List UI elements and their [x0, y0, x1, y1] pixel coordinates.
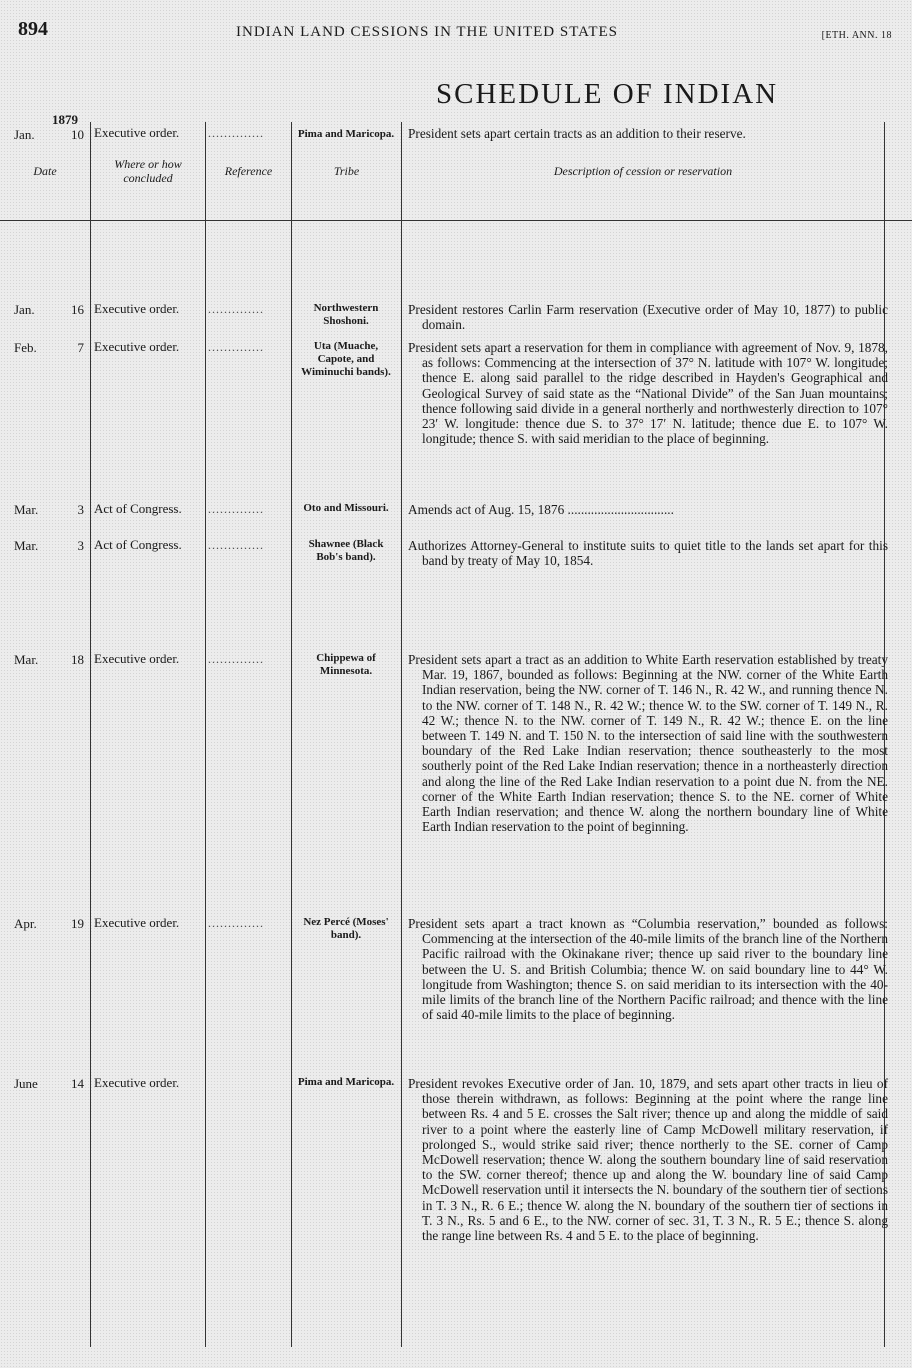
- entry-where: Executive order.: [94, 651, 180, 666]
- entry-description: President restores Carlin Farm reservation (Executive order of May 10, 1877) to public domain.: [408, 302, 888, 333]
- entry-tribe: Pima and Maricopa.: [297, 128, 395, 140]
- entry-month: Mar.: [14, 502, 39, 517]
- entry-description: President sets apart a tract known as “Columbia reservation,” bounded as follows: Commencing at the intersection of the 40-mile limits of the branch line of the Northern Pacific railroad with the Okinakane river; thence up said river to the boundary line between the U. S. and British Columbia; thence W. on said boundary line to 44° W. longitude from Washington; thence S. on said meridian to its intersection with the 40-mile limits of the branch line of the Northern Pacific railroad; and thence with the line of said 40-mile limits to the place of beginning.: [408, 916, 888, 1023]
- entry-tribe: Northwestern Shoshoni.: [313, 302, 379, 327]
- entry-day: 18: [71, 652, 84, 667]
- entry-description: President revokes Executive order of Jan. 10, 1879, and sets apart other tracts in lieu of those therein withdrawn, as follows: Beginning at the point where the range line between Rs. 4 and 5 E. crosses the Salt river; thence up and along the middle of said river to a point where the easterly line of Camp McDowell military reservation, if prolonged S., would strike said river; thence northerly to the SE. corner of Camp McDowell reservation; thence W. along the southern boundary line of said reservation to the SW. corner thereof; thence up and along the W. boundary line of said Camp McDowell reservation until it intersects the N. boundary of the southern tier of sections in T. 3 N., R. 6 E.; thence W. along the N. boundary of the southern tier of sections in T. 3 N., Rs. 5 and 6 E., to the NW. corner of sec. 31, T. 3 N., R. 5 E.; thence S. along the range line between Rs. 4 and 5 E. to the place of beginning.: [408, 1076, 888, 1244]
- entry-month: June: [14, 1076, 38, 1091]
- entry-day: 3: [77, 538, 84, 553]
- entry-date: [14, 112, 84, 142]
- running-head: [14, 18, 902, 48]
- entry-month: Apr.: [14, 916, 37, 931]
- column-header-tribe: Tribe: [333, 164, 360, 178]
- entry-tribe: Pima and Maricopa.: [297, 1076, 395, 1088]
- entry-tribe: Uta (Muache, Capote, and Wiminuchi bands).: [301, 340, 391, 378]
- entry-description: President sets apart a reservation for them in compliance with agreement of Nov. 9, 1878, as follows: Commencing at the intersection of 37° N. latitude with 107° W. longitude; thence E. along said parallel to the ridge described in Hayden's Geographical and Geological Survey of said state as the “National Divide” of the San Juan mountains; thence following said divide in a general northerly and northwesterly direction to 107° 23′ W. longitude: thence due S. to 37° 17′ N. latitude; thence due E. to 107° W. longitude; thence S. with said meridian to the place of beginning.: [408, 340, 888, 447]
- page-number: 894: [18, 18, 48, 40]
- entry-tribe: Chippewa of Minnesota.: [316, 652, 376, 677]
- column-header-reference: Reference: [224, 164, 273, 178]
- entry-date: [14, 916, 84, 931]
- entry-where: Executive order.: [94, 915, 180, 930]
- entry-where: Executive order.: [94, 301, 180, 316]
- entry-day: 10: [71, 127, 84, 142]
- column-header-date: Date: [33, 164, 57, 178]
- entry-where: Act of Congress.: [94, 501, 182, 516]
- entry-day: 16: [71, 302, 84, 317]
- entry-reference: ..............: [208, 916, 264, 930]
- entry-where: Act of Congress.: [94, 537, 182, 552]
- entry-where: Executive order.: [94, 339, 180, 354]
- entry-date: [14, 502, 84, 517]
- entry-reference: ..............: [208, 652, 264, 666]
- entry-description: President sets apart certain tracts as an addition to their reserve.: [408, 126, 746, 141]
- entry-date: [14, 1076, 84, 1091]
- year-label: 1879: [52, 112, 78, 127]
- header-rule: [0, 220, 912, 221]
- running-title: INDIAN LAND CESSIONS IN THE UNITED STATES: [236, 24, 619, 40]
- entry-date: [14, 652, 84, 667]
- entry-reference: ..............: [208, 302, 264, 316]
- entry-description: President sets apart a tract as an addition to White Earth reservation established by treaty Mar. 19, 1867, bounded as follows: Beginning at the NW. corner of the White Earth Indian reservation, being the NW. corner of T. 146 N., R. 42 W., and running thence N. to the NW. corner of T. 148 N., R. 42 W.; thence W. to the SW. corner of T. 149 N., R. 42 W.; thence N. to the NW. corner of T. 149 N., R. 42 W.; thence E. on the line between T. 149 N. and T. 150 N. to the intersection of said line with the southwestern boundary of the Red Lake Indian reservation; thence southeasterly to the most southerly point of the Red Lake Indian reservation; thence in a northeasterly direction and along the line of the Red Lake Indian reservation to a point due N. from the NE. corner of the White Earth Indian reservation; thence S. to the NE. corner of White Earth Indian reservation; and thence W. along the northern boundary line of White Earth Indian reservation to the point of beginning.: [408, 652, 888, 835]
- entry-reference: ..............: [208, 126, 264, 140]
- column-header-description: Description of cession or reservation: [553, 164, 733, 178]
- entry-description: Amends act of Aug. 15, 1876 ................................: [408, 502, 674, 517]
- column-divider: [90, 122, 91, 1347]
- entry-tribe: Nez Percé (Moses' band).: [303, 916, 389, 941]
- entry-day: 7: [77, 340, 84, 355]
- entry-reference: ..............: [208, 340, 264, 354]
- entry-reference: ..............: [208, 502, 264, 516]
- entry-month: Mar.: [14, 652, 39, 667]
- entry-date: [14, 302, 84, 317]
- entry-month: Jan.: [14, 127, 35, 142]
- entry-date: [14, 340, 84, 355]
- entry-where: Executive order.: [94, 1075, 180, 1090]
- entry-tribe: Oto and Missouri.: [303, 502, 389, 514]
- entry-month: Jan.: [14, 302, 35, 317]
- entry-month: Feb.: [14, 340, 37, 355]
- entry-where: Executive order.: [94, 125, 180, 140]
- entry-day: 19: [71, 916, 84, 931]
- column-header-where: Where or how concluded: [114, 157, 182, 185]
- entry-reference: ..............: [208, 538, 264, 552]
- column-divider: [291, 122, 292, 1347]
- entry-day: 14: [71, 1076, 84, 1091]
- column-divider: [205, 122, 206, 1347]
- entry-day: 3: [77, 502, 84, 517]
- entry-description: Authorizes Attorney-General to institute suits to quiet title to the lands set apart for this band by treaty of May 10, 1854.: [408, 538, 888, 569]
- column-divider: [401, 122, 402, 1347]
- entry-date: [14, 538, 84, 553]
- schedule-title: SCHEDULE OF INDIAN: [436, 78, 779, 110]
- entry-month: Mar.: [14, 538, 39, 553]
- entry-tribe: Shawnee (Black Bob's band).: [308, 538, 384, 563]
- report-reference: [ETH. ANN. 18: [821, 30, 892, 41]
